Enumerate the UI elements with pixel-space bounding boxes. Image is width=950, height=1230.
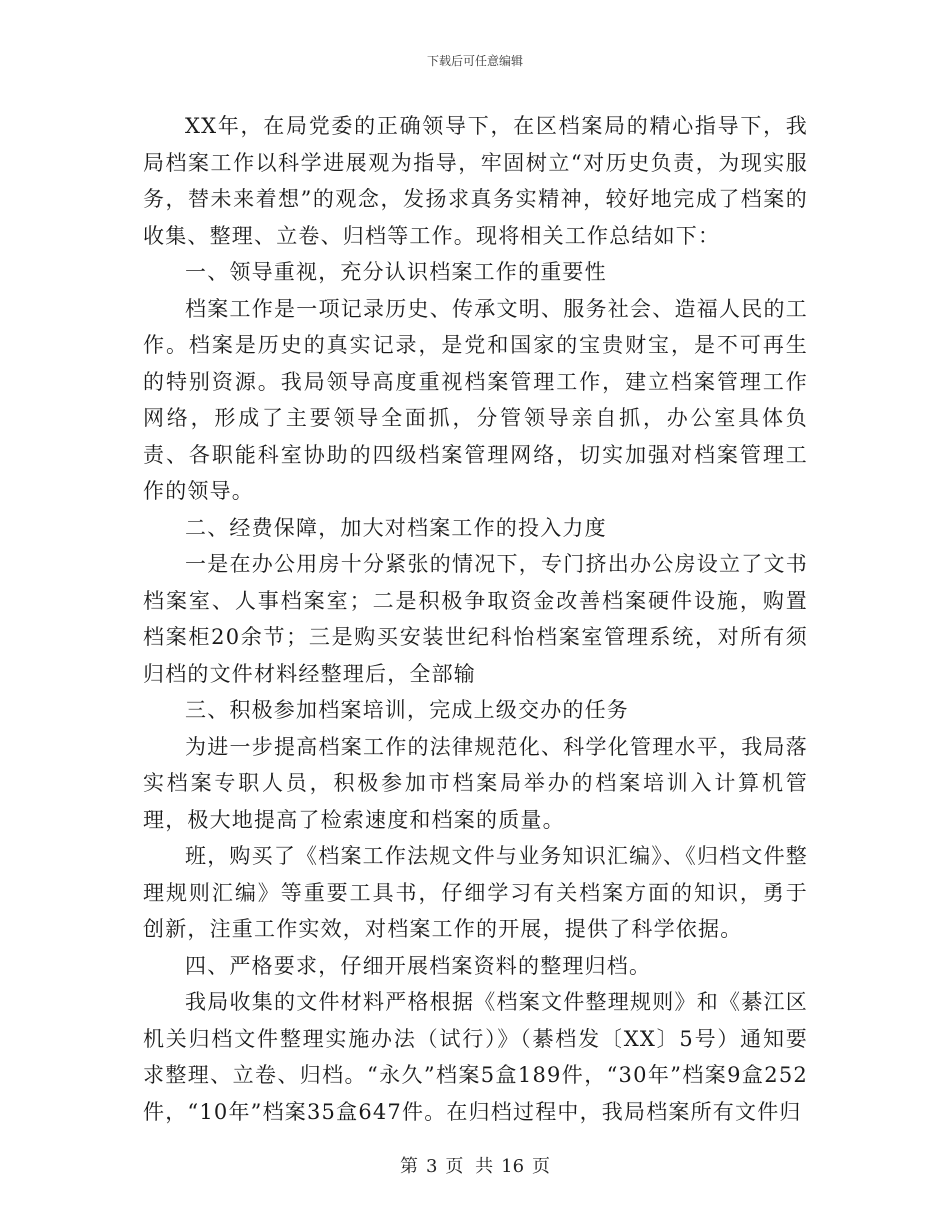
- footer-prefix: 第: [399, 1156, 418, 1177]
- paragraph-section-4: 我局收集的文件材料严格根据《档案文件整理规则》和《綦江区机关归档文件整理实施办法（试行）》（綦档发〔XX〕5号）通知要求整理、立卷、归档。“永久”档案5盒189件，“30年”档案9盒252件，“10年”档案35盒647件。在归档过程中，我局档案所有文件归: [143, 990, 808, 1124]
- total-pages-number: 16: [501, 1156, 525, 1177]
- paragraph-section-1: 档案工作是一项记录历史、传承文明、服务社会、造福人民的工作。档案是历史的真实记录，是党和国家的宝贵财宝，是不可再生的特别资源。我局领导高度重视档案管理工作，建立档案管理工作网络，形成了主要领导全面抓，分管领导亲自抓，办公室具体负责、各职能科室协助的四级档案管理网络，切实加强对档案管理工作的领导。: [143, 296, 808, 503]
- current-page-number: 3: [425, 1156, 438, 1177]
- paragraph-section-3b: 班，购买了《档案工作法规文件与业务知识汇编》、《归档文件整理规则汇编》等重要工具书，仔细学习有关档案方面的知识，勇于创新，注重工作实效，对档案工作的开展，提供了科学依据。: [143, 844, 808, 941]
- header-note: 下载后可任意编辑: [426, 54, 523, 68]
- paragraph-section-3a: 为进一步提高档案工作的法律规范化、科学化管理水平，我局落实档案专职人员，积极参加市档案局举办的档案培训入计算机管理，极大地提高了检索速度和档案的质量。: [143, 734, 808, 832]
- footer-suffix: 页: [532, 1156, 551, 1177]
- section-heading-2: 二、经费保障，加大对档案工作的投入力度: [185, 515, 607, 540]
- document-body: [143, 108, 808, 1130]
- section-heading-4: 四、严格要求，仔细开展档案资料的整理归档。: [185, 953, 652, 978]
- page-footer: [0, 1152, 950, 1178]
- section-heading-3: 三、积极参加档案培训，完成上级交办的任务: [185, 698, 629, 722]
- paragraph-section-2: 一是在办公用房十分紧张的情况下，专门挤出办公房设立了文书档案室、人事档案室；二是积极争取资金改善档案硬件设施，购置档案柜20余节；三是购买安装世纪科怡档案室管理系统，对所有须归档的文件材料经整理后，全部输: [143, 552, 808, 686]
- footer-middle: 页 共: [445, 1156, 494, 1177]
- paragraph-intro: XX年，在局党委的正确领导下，在区档案局的精心指导下，我局档案工作以科学进展观为指导，牢固树立“对历史负责，为现实服务，替未来着想”的观念，发扬求真务实精神，较好地完成了档案的收集、整理、立卷、归档等工作。现将相关工作总结如下：: [143, 114, 808, 248]
- section-heading-1: 一、领导重视，充分认识档案工作的重要性: [185, 260, 607, 284]
